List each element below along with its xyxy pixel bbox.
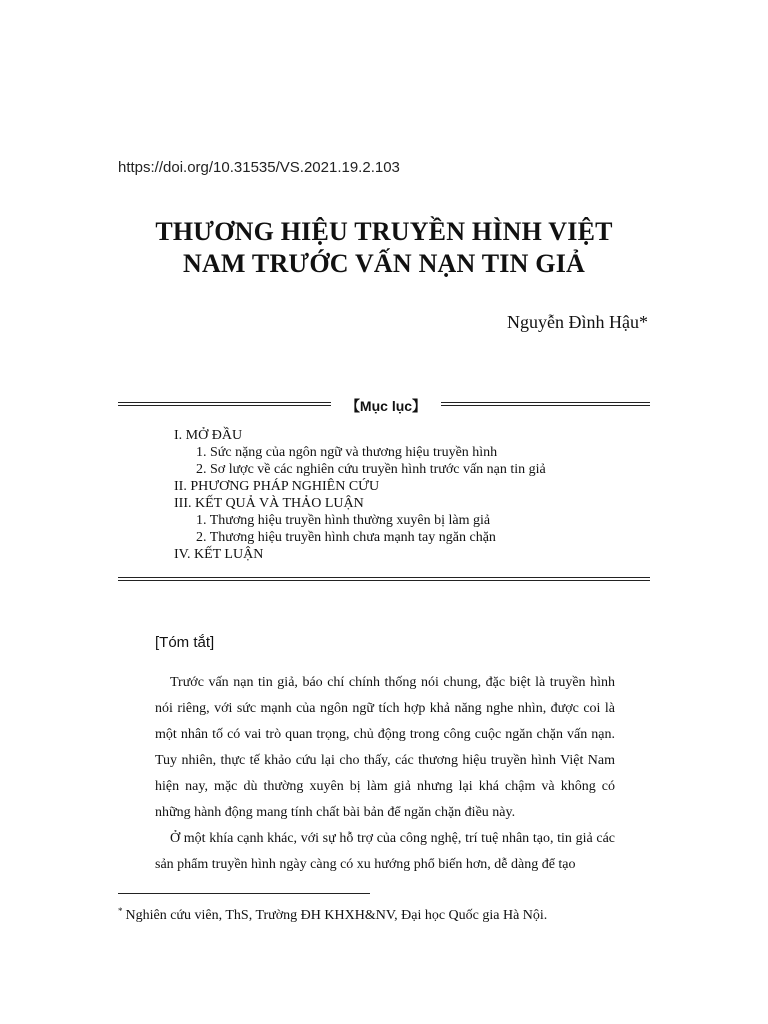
abstract-body <box>155 670 615 878</box>
footnote-mark: * <box>118 906 123 916</box>
toc-item[interactable]: 2. Sơ lược về các nghiên cứu truyền hình trước vấn nạn tin giả <box>196 462 546 477</box>
footnote-divider <box>118 893 370 894</box>
toc-item[interactable]: 2. Thương hiệu truyền hình chưa mạnh tay ngăn chặn <box>196 530 496 545</box>
author-name: Nguyễn Đình Hậu* <box>507 312 648 332</box>
abstract-label: [Tóm tắt] <box>155 634 215 651</box>
toc-item[interactable]: 1. Sức nặng của ngôn ngữ và thương hiệu truyền hình <box>196 445 498 460</box>
table-of-contents <box>174 427 546 563</box>
toc-header <box>118 396 650 416</box>
toc-divider-left <box>118 402 331 406</box>
title-line: THƯƠNG HIỆU TRUYỀN HÌNH VIỆT <box>155 217 613 246</box>
abstract-paragraph: Ở một khía cạnh khác, với sự hỗ trợ của công nghệ, trí tuệ nhân tạo, tin giả các sản phẩm truyền hình ngày càng có xu hướng phổ biến hơn, dễ dàng để tạo <box>155 831 615 872</box>
abstract-paragraph: Trước vấn nạn tin giả, báo chí chính thống nói chung, đặc biệt là truyền hình nói riêng, với sức mạnh của ngôn ngữ tích hợp khả năng nghe nhìn, được coi là một nhân tố có vai trò quan trọng, chủ động trong công cuộc ngăn chặn vấn nạn. Tuy nhiên, thực tế khảo cứu lại cho thấy, các thương hiệu truyền hình Việt Nam hiện nay, mặc dù thường xuyên bị làm giả nhưng lại khá chậm và không có những hành động mang tính chất bài bản để ngăn chặn điều này. <box>155 675 615 820</box>
toc-item[interactable]: IV. KẾT LUẬN <box>174 547 264 562</box>
toc-item[interactable]: I. MỞ ĐẦU <box>174 428 243 443</box>
toc-item[interactable]: III. KẾT QUẢ VÀ THẢO LUẬN <box>174 496 364 511</box>
toc-bottom-divider <box>118 577 650 581</box>
toc-label: 【Mục lục】 <box>345 398 427 414</box>
doi-link[interactable]: https://doi.org/10.31535/VS.2021.19.2.103 <box>118 159 400 176</box>
paper-title <box>118 216 650 280</box>
toc-item[interactable]: 1. Thương hiệu truyền hình thường xuyên bị làm giả <box>196 513 491 528</box>
toc-item[interactable]: II. PHƯƠNG PHÁP NGHIÊN CỨU <box>174 479 380 494</box>
footnote-text: Nghiên cứu viên, ThS, Trường ĐH KHXH&NV, Đại học Quốc gia Hà Nội. <box>125 908 548 923</box>
footnote <box>118 906 547 924</box>
title-line: NAM TRƯỚC VẤN NẠN TIN GIẢ <box>182 249 585 278</box>
toc-divider-right <box>441 402 650 406</box>
